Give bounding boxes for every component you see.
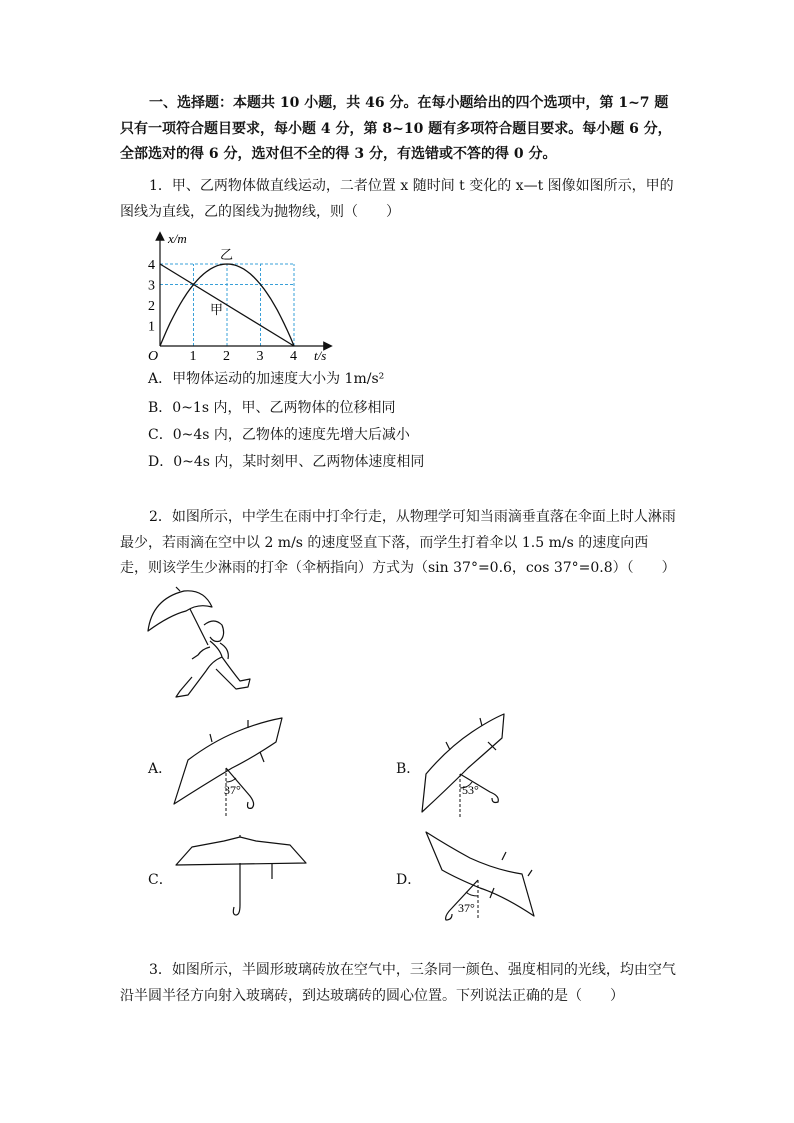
origin-label: O xyxy=(148,349,159,364)
y-tick-label-4: 4 xyxy=(148,258,155,273)
q1-option-a: A．甲物体运动的加速度大小为 1m/s² xyxy=(148,371,385,387)
series-yi-label: 乙 xyxy=(220,247,234,262)
q2-option-b-label: B． xyxy=(396,761,421,777)
umbrella-option-c xyxy=(172,835,312,921)
x-tick-label-1: 1 xyxy=(189,349,197,364)
q2-option-d-angle: 37° xyxy=(458,901,475,915)
q2-option-a-angle: 37° xyxy=(224,783,241,797)
q1-option-c: C．0~4s 内，乙物体的速度先增大后减小 xyxy=(148,427,410,443)
question-3-stem: 3．如图所示，半圆形玻璃砖放在空气中，三条同一颜色、强度相同的光线，均由空气沿半圆半径方向射入玻璃砖，到达玻璃砖的圆心位置。下列说法正确的是（ ） xyxy=(120,962,676,1004)
umbrella-option-b xyxy=(420,712,540,822)
q2-option-c-label: C． xyxy=(148,872,173,888)
q2-option-d-label: D． xyxy=(396,872,422,888)
section-header: 一、选择题：本题共 10 小题，共 46 分。在每小题给出的四个选项中，第 1~7 题只有一项符合题目要求，每小题 4 分，第 8~10 题有多项符合题目要求。每小题 6 分，全部选对的得 6 分，选对但不全的得 3 分，有选错或不答的得 0 分。 xyxy=(120,95,672,162)
y-tick-label-3: 3 xyxy=(148,278,155,294)
q1-option-d: D．0~4s 内，某时刻甲、乙两物体速度相同 xyxy=(148,454,425,470)
q2-option-b-angle: 53° xyxy=(462,783,479,797)
umbrella-option-a xyxy=(172,712,292,822)
x-tick-label-3: 3 xyxy=(256,349,264,364)
q2-option-a-label: A． xyxy=(148,761,173,777)
y-axis-label: x/m xyxy=(168,231,187,246)
x-tick-label-2: 2 xyxy=(223,349,230,364)
y-tick-label-2: 2 xyxy=(148,299,155,314)
question-2-stem: 2．如图所示，中学生在雨中打伞行走，从物理学可知当雨滴垂直落在伞面上时人淋雨最少，若雨滴在空中以 2 m/s 的速度竖直下落，而学生打着伞以 1.5 m/s 的速度向西走，则该学生少淋雨的打伞（伞柄指向）方式为（sin 37°=0.6，cos 37°=0.8）（ ） xyxy=(120,509,676,576)
question-1-stem: 1．甲、乙两物体做直线运动，二者位置 x 随时间 t 变化的 x—t 图像如图所示，甲的图线为直线，乙的图线为抛物线，则（ ） xyxy=(120,178,674,220)
x-axis-label: t/s xyxy=(314,348,327,363)
y-tick-label-1: 1 xyxy=(148,319,155,335)
q1-option-b: B．0~1s 内，甲、乙两物体的位移相同 xyxy=(148,400,396,416)
xt-chart xyxy=(140,228,340,366)
x-tick-label-4: 4 xyxy=(290,349,297,364)
series-jia-label: 甲 xyxy=(210,302,224,317)
umbrella-option-d xyxy=(422,830,542,922)
student-umbrella-figure xyxy=(140,585,260,705)
